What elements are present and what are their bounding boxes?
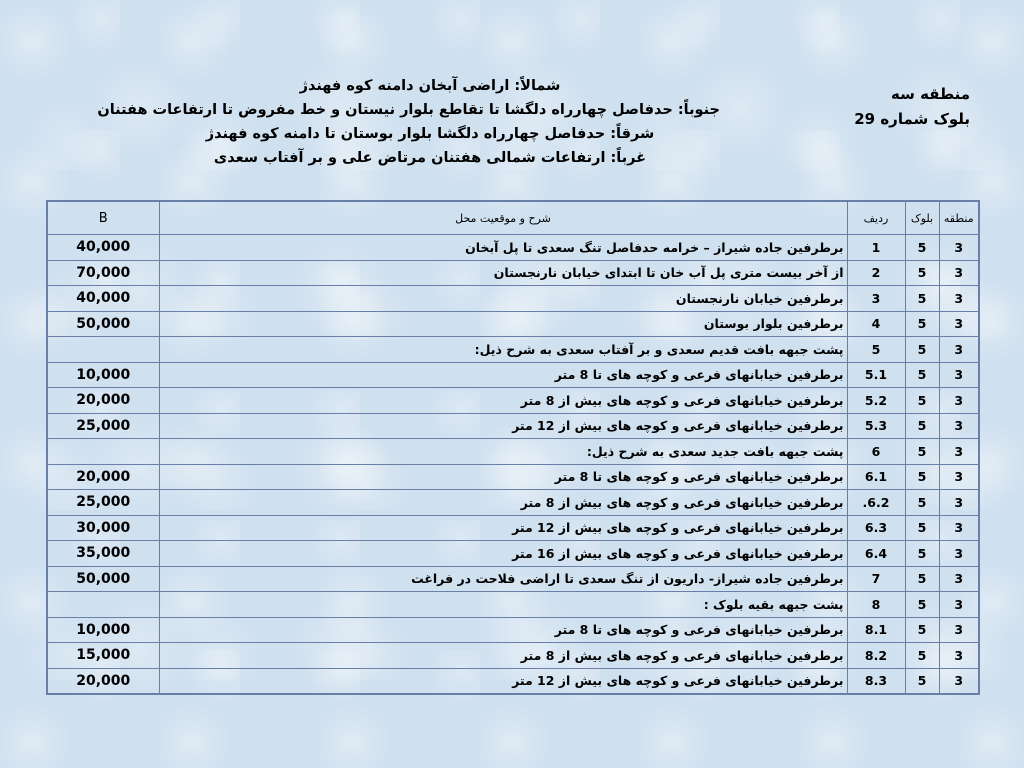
header-price: B — [47, 201, 159, 235]
cell-description: از آخر بیست متری پل آب خان تا ابتدای خیابان نارنجستان — [159, 260, 847, 286]
cell-region: 3 — [939, 668, 979, 694]
cell-block: 5 — [905, 643, 939, 669]
cell-region: 3 — [939, 566, 979, 592]
cell-block: 5 — [905, 362, 939, 388]
cell-description: برطرفین بلوار بوستان — [159, 311, 847, 337]
cell-description: برطرفین خیابانهای فرعی و کوچه های بیش از 8 متر — [159, 490, 847, 516]
cell-price: 35,000 — [47, 541, 159, 567]
cell-block: 5 — [905, 592, 939, 618]
cell-block: 5 — [905, 388, 939, 414]
table-header-row — [47, 201, 979, 235]
cell-price — [47, 592, 159, 618]
cell-price — [47, 337, 159, 363]
cell-region: 3 — [939, 362, 979, 388]
cell-row-number: 8.3 — [847, 668, 905, 694]
cell-description: پشت جبهه بافت قدیم سعدی و بر آفتاب سعدی به شرح ذیل: — [159, 337, 847, 363]
cell-block: 5 — [905, 566, 939, 592]
cell-row-number: 8.1 — [847, 617, 905, 643]
table-row — [47, 311, 979, 337]
cell-block: 5 — [905, 490, 939, 516]
cell-price — [47, 439, 159, 465]
cell-row-number: 8.2 — [847, 643, 905, 669]
cell-price: 40,000 — [47, 235, 159, 261]
header-block: بلوک — [905, 201, 939, 235]
table-row — [47, 464, 979, 490]
cell-region: 3 — [939, 388, 979, 414]
block-label: بلوک شماره — [880, 110, 970, 128]
cell-price: 40,000 — [47, 286, 159, 312]
table-row — [47, 388, 979, 414]
cell-description: برطرفین خیابانهای فرعی و کوچه های تا 8 متر — [159, 464, 847, 490]
cell-row-number: 3 — [847, 286, 905, 312]
cell-price: 25,000 — [47, 413, 159, 439]
cell-row-number: 4 — [847, 311, 905, 337]
table-row — [47, 337, 979, 363]
table-row — [47, 362, 979, 388]
cell-row-number: 7 — [847, 566, 905, 592]
table-row — [47, 515, 979, 541]
table-row — [47, 643, 979, 669]
cell-region: 3 — [939, 311, 979, 337]
cell-price: 10,000 — [47, 362, 159, 388]
table-row — [47, 260, 979, 286]
table-row — [47, 413, 979, 439]
cell-region: 3 — [939, 592, 979, 618]
table-row — [47, 439, 979, 465]
cell-region: 3 — [939, 439, 979, 465]
boundary-north: شمالاً: اراضی آبخان دامنه کوه فهندژ — [299, 78, 561, 94]
table-row — [47, 566, 979, 592]
table-row — [47, 235, 979, 261]
cell-description: برطرفین خیابانهای فرعی و کوچه های بیش از 16 متر — [159, 541, 847, 567]
cell-description: برطرفین خیابانهای فرعی و کوچه های تا 8 متر — [159, 617, 847, 643]
table-row — [47, 286, 979, 312]
cell-description: پشت جبهه بقیه بلوک : — [159, 592, 847, 618]
cell-block: 5 — [905, 260, 939, 286]
cell-block: 5 — [905, 439, 939, 465]
table-row — [47, 592, 979, 618]
cell-description: برطرفین خیابانهای فرعی و کوچه های بیش از 12 متر — [159, 413, 847, 439]
cell-description: برطرفین خیابانهای فرعی و کوچه های بیش از 12 متر — [159, 668, 847, 694]
cell-description: پشت جبهه بافت جدید سعدی به شرح ذیل: — [159, 439, 847, 465]
region-label: منطقه سه — [891, 85, 970, 103]
block-number: 29 — [854, 110, 876, 128]
cell-description: برطرفین خیابانهای فرعی و کوچه های بیش از 12 متر — [159, 515, 847, 541]
cell-description: برطرفین خیابانهای فرعی و کوچه های بیش از 8 متر — [159, 643, 847, 669]
cell-description: برطرفین خیابانهای فرعی و کوچه های بیش از 8 متر — [159, 388, 847, 414]
cell-price: 20,000 — [47, 464, 159, 490]
cell-row-number: 2 — [847, 260, 905, 286]
cell-price: 50,000 — [47, 566, 159, 592]
cell-region: 3 — [939, 617, 979, 643]
header-description: شرح و موقعیت محل — [159, 201, 847, 235]
cell-region: 3 — [939, 490, 979, 516]
cell-region: 3 — [939, 464, 979, 490]
header-region: منطقه — [939, 201, 979, 235]
cell-block: 5 — [905, 668, 939, 694]
cell-region: 3 — [939, 413, 979, 439]
boundaries — [97, 74, 720, 170]
cell-region: 3 — [939, 515, 979, 541]
cell-row-number: 5 — [847, 337, 905, 363]
cell-row-number: 8 — [847, 592, 905, 618]
cell-price: 70,000 — [47, 260, 159, 286]
cell-price: 20,000 — [47, 388, 159, 414]
cell-description: برطرفین جاده شیراز- داریون از تنگ سعدی تا اراضی فلاحت در فراغت — [159, 566, 847, 592]
cell-region: 3 — [939, 643, 979, 669]
cell-region: 3 — [939, 235, 979, 261]
cell-block: 5 — [905, 235, 939, 261]
price-table — [46, 200, 980, 695]
cell-price: 30,000 — [47, 515, 159, 541]
header-row: ردیف — [847, 201, 905, 235]
cell-region: 3 — [939, 541, 979, 567]
cell-description: برطرفین خیابان نارنجستان — [159, 286, 847, 312]
table-row — [47, 490, 979, 516]
cell-block: 5 — [905, 617, 939, 643]
cell-block: 5 — [905, 413, 939, 439]
table-row — [47, 541, 979, 567]
cell-block: 5 — [905, 515, 939, 541]
boundary-south: جنوباً: حدفاصل چهارراه دلگشا تا تقاطع بلوار نیستان و خط مفروض تا ارتفاعات هفتنان — [97, 102, 720, 118]
cell-row-number: 6 — [847, 439, 905, 465]
cell-block: 5 — [905, 311, 939, 337]
cell-row-number: 5.1 — [847, 362, 905, 388]
cell-block: 5 — [905, 464, 939, 490]
cell-price: 50,000 — [47, 311, 159, 337]
cell-block: 5 — [905, 337, 939, 363]
table-row — [47, 617, 979, 643]
cell-row-number: 6.2. — [847, 490, 905, 516]
cell-row-number: 5.2 — [847, 388, 905, 414]
cell-price: 10,000 — [47, 617, 159, 643]
cell-row-number: 5.3 — [847, 413, 905, 439]
cell-region: 3 — [939, 260, 979, 286]
boundary-east: شرقاً: حدفاصل چهارراه دلگشا بلوار بوستان تا دامنه کوه فهندژ — [205, 126, 655, 142]
cell-row-number: 6.3 — [847, 515, 905, 541]
boundary-west: غرباً: ارتفاعات شمالی هفتنان مرتاض علی و بر آفتاب سعدی — [213, 150, 647, 166]
cell-price: 25,000 — [47, 490, 159, 516]
cell-description: برطرفین جاده شیراز – خرامه حدفاصل تنگ سعدی تا پل آبخان — [159, 235, 847, 261]
cell-block: 5 — [905, 541, 939, 567]
cell-block: 5 — [905, 286, 939, 312]
table-row — [47, 668, 979, 694]
cell-row-number: 6.1 — [847, 464, 905, 490]
cell-region: 3 — [939, 286, 979, 312]
cell-row-number: 6.4 — [847, 541, 905, 567]
cell-region: 3 — [939, 337, 979, 363]
cell-description: برطرفین خیابانهای فرعی و کوچه های تا 8 متر — [159, 362, 847, 388]
block-number-line — [820, 109, 970, 129]
cell-row-number: 1 — [847, 235, 905, 261]
cell-price: 15,000 — [47, 643, 159, 669]
price-table-wrap — [46, 200, 980, 695]
cell-price: 20,000 — [47, 668, 159, 694]
region-header — [820, 84, 970, 129]
